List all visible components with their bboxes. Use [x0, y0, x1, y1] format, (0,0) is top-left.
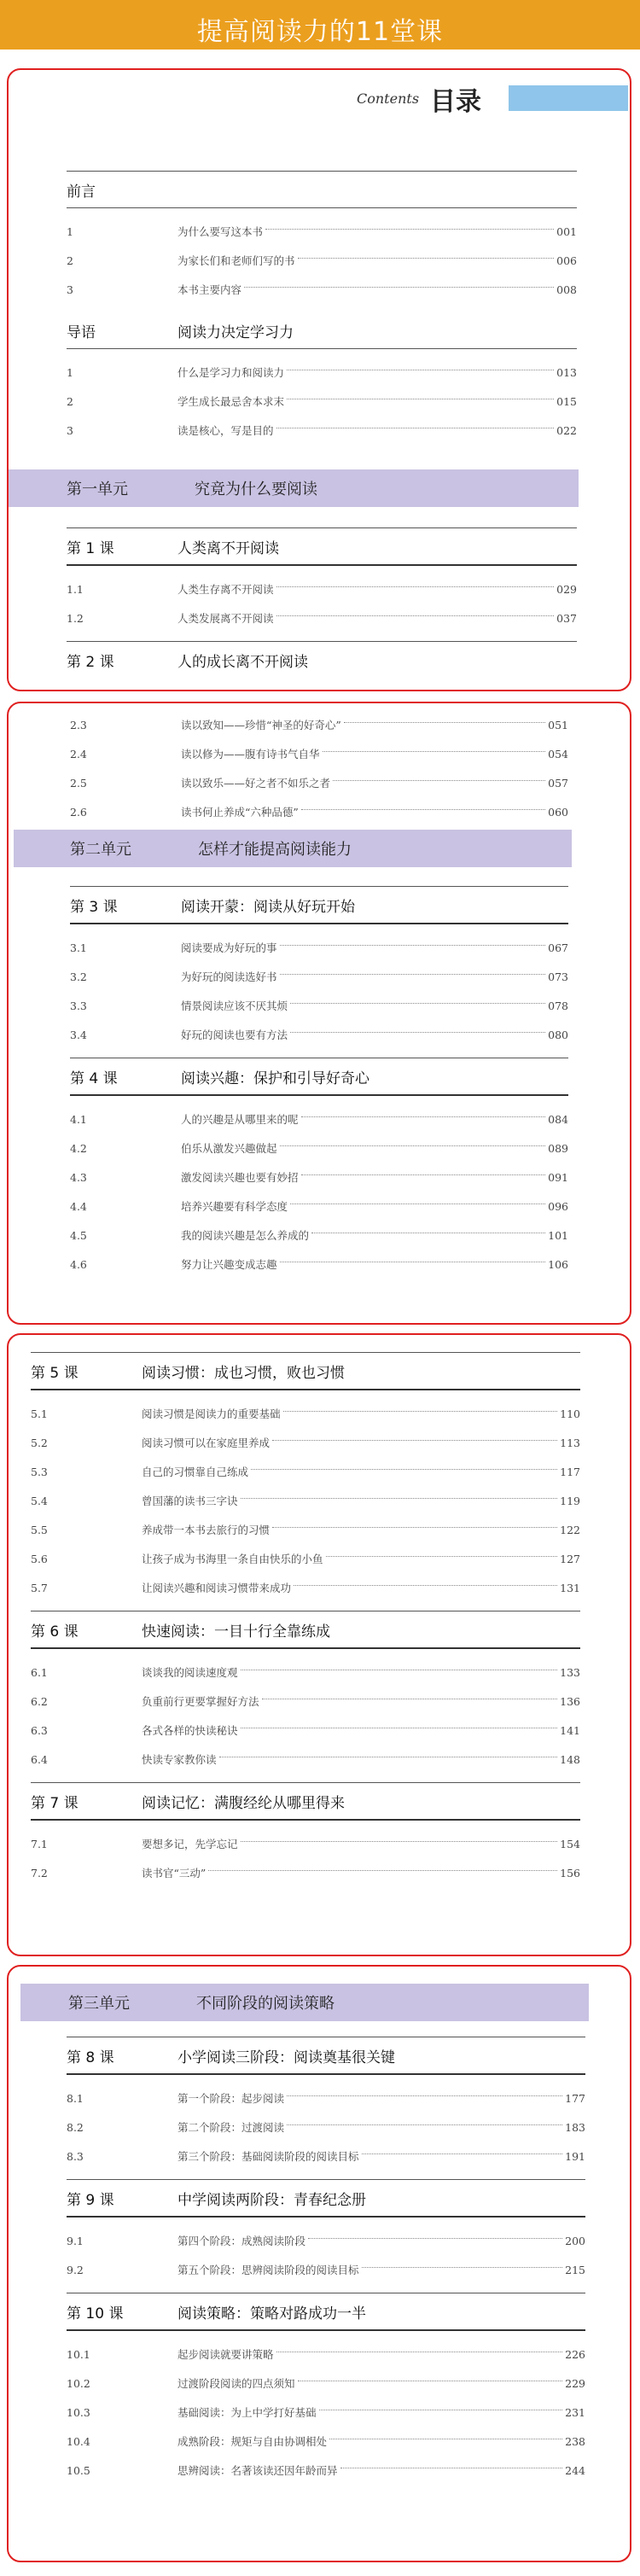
entry-number: 2.4	[70, 747, 87, 761]
toc-entry[interactable]	[31, 1658, 580, 1687]
toc-entry[interactable]	[70, 797, 568, 826]
toc-entry[interactable]	[67, 2456, 585, 2485]
toc-entry[interactable]	[67, 2340, 585, 2369]
entry-number: 1.2	[67, 611, 84, 625]
lesson-code: 第 1 课	[67, 539, 114, 557]
entry-page-number: 110	[560, 1407, 580, 1420]
dot-leader	[280, 1145, 546, 1146]
lesson-code: 第 10 课	[67, 2305, 124, 2322]
preface-entries	[67, 217, 577, 304]
entry-number: 4.3	[70, 1170, 87, 1184]
unit-code: 第二单元	[70, 841, 131, 859]
entry-page-number: 131	[560, 1581, 580, 1594]
toc-body-2a	[70, 710, 568, 826]
dot-leader	[283, 1411, 558, 1412]
lesson6-entries	[31, 1658, 580, 1774]
entry-page-number: 057	[548, 776, 568, 790]
lesson-title: 阅读记忆：满腹经纶从哪里得来	[142, 1794, 345, 1812]
entry-page-number: 008	[556, 283, 577, 296]
entry-page-number: 238	[565, 2434, 585, 2448]
lesson1-entries	[67, 574, 577, 632]
lesson-code: 第 4 课	[70, 1069, 118, 1087]
entry-title: 曾国藩的读书三字诀	[142, 1495, 238, 1507]
dot-leader	[241, 1498, 558, 1499]
dot-leader	[272, 1440, 557, 1441]
entry-number: 8.3	[67, 2149, 84, 2163]
toc-entry[interactable]	[31, 1716, 580, 1745]
entry-number: 1	[67, 224, 73, 238]
dot-leader	[265, 229, 554, 230]
toc-entry[interactable]	[31, 1399, 580, 1428]
entry-page-number: 136	[560, 1694, 580, 1708]
dot-leader	[362, 2153, 563, 2154]
entry-number: 3.4	[70, 1028, 87, 1041]
entry-title: 情景阅读应该不厌其烦	[181, 1000, 288, 1012]
section-code: 导语	[67, 323, 96, 341]
dot-leader	[333, 780, 545, 781]
dot-leader	[272, 1527, 557, 1528]
entry-number: 5.6	[31, 1552, 48, 1565]
lesson-heading[interactable]	[67, 642, 577, 678]
entry-title: 为什么要写这本书	[177, 225, 264, 238]
toc-entry[interactable]	[67, 2113, 585, 2142]
toc-entry[interactable]	[70, 991, 568, 1020]
unit-band[interactable]	[14, 830, 572, 867]
toc-entry[interactable]	[70, 962, 568, 991]
entry-title: 努力让兴趣变成志趣	[181, 1258, 277, 1271]
entry-page-number: 177	[565, 2091, 585, 2105]
entry-title: 读以修为——腹有诗书气自华	[181, 748, 320, 761]
lesson-heading[interactable]	[70, 887, 568, 923]
dot-leader	[326, 1556, 558, 1557]
entry-number: 5.1	[31, 1407, 48, 1420]
toc-entry[interactable]	[70, 933, 568, 962]
entry-number: 10.4	[67, 2434, 90, 2448]
entry-title: 为好玩的阅读选好书	[181, 970, 277, 983]
unit-code: 第三单元	[68, 1995, 130, 2013]
entry-page-number: 122	[560, 1523, 580, 1536]
entry-title: 人类生存离不开阅读	[177, 583, 274, 596]
toc-entry[interactable]	[31, 1457, 580, 1486]
entry-title: 什么是学习力和阅读力	[177, 366, 285, 379]
dot-leader	[290, 1032, 545, 1033]
entry-number: 6.1	[31, 1665, 48, 1679]
entry-page-number: 148	[560, 1752, 580, 1766]
toc-entry[interactable]	[31, 1515, 580, 1544]
toc-entry[interactable]	[67, 2142, 585, 2171]
lesson-title: 快速阅读：一目十行全靠练成	[142, 1623, 330, 1641]
toc-entry[interactable]	[67, 275, 577, 304]
entry-page-number: 226	[565, 2347, 585, 2361]
dot-leader	[251, 1469, 557, 1470]
toc-entry[interactable]	[31, 1428, 580, 1457]
dot-leader	[276, 586, 555, 587]
dot-leader	[290, 1203, 545, 1204]
toc-page-1	[7, 68, 631, 691]
entry-number: 3	[67, 423, 73, 437]
toc-entry[interactable]	[70, 768, 568, 797]
intro-entries	[67, 358, 577, 445]
toc-entry[interactable]	[67, 603, 577, 632]
entry-title: 自己的习惯靠自己练成	[142, 1466, 249, 1478]
entry-title: 让孩子成为书海里一条自由快乐的小鱼	[142, 1553, 323, 1565]
lesson-heading[interactable]	[67, 2037, 585, 2073]
toc-entry[interactable]	[67, 2255, 585, 2284]
toc-entry[interactable]	[67, 416, 577, 445]
toc-entry[interactable]	[31, 1486, 580, 1515]
dot-leader	[301, 1116, 546, 1117]
toc-entry[interactable]	[70, 1163, 568, 1192]
section-intro[interactable]	[67, 312, 577, 348]
dot-leader	[308, 2238, 562, 2239]
dot-leader	[344, 722, 545, 723]
entry-number: 6.2	[31, 1694, 48, 1708]
toc-entry[interactable]	[67, 2084, 585, 2113]
lesson9-entries	[67, 2226, 585, 2284]
mulu-label: 目录	[430, 87, 481, 117]
lesson-code: 第 5 课	[31, 1364, 79, 1382]
entry-number: 3.1	[70, 941, 87, 954]
entry-number: 10.1	[67, 2347, 90, 2361]
entry-number: 2.6	[70, 805, 87, 819]
entry-number: 5.3	[31, 1465, 48, 1478]
contents-label: Contents	[357, 90, 420, 107]
entry-page-number: 106	[548, 1257, 568, 1271]
entry-page-number: 101	[548, 1228, 568, 1242]
entry-title: 读是核心，写是目的	[177, 424, 274, 437]
toc-body-3	[31, 1352, 580, 1887]
entry-title: 伯乐从激发兴趣做起	[181, 1142, 277, 1155]
lesson10-entries	[67, 2340, 585, 2485]
entry-number: 10.2	[67, 2376, 90, 2390]
entry-title: 成熟阶段：规矩与自由协调相处	[177, 2435, 328, 2448]
lesson-title: 中学阅读两阶段：青春纪念册	[177, 2191, 366, 2209]
entry-number: 3.3	[70, 999, 87, 1012]
entry-title: 起步阅读就要讲策略	[177, 2348, 274, 2361]
dot-leader	[287, 2095, 562, 2096]
dot-leader	[301, 809, 545, 810]
entry-number: 3	[67, 283, 73, 296]
entry-number: 9.1	[67, 2234, 84, 2247]
toc-header	[7, 79, 630, 117]
section-preface[interactable]	[67, 172, 577, 207]
entry-title: 人的兴趣是从哪里来的呢	[181, 1113, 299, 1126]
toc-body-2b	[70, 886, 568, 1279]
dot-leader	[301, 1174, 546, 1175]
unit1-band-wrap	[9, 469, 630, 507]
top-banner	[0, 0, 640, 50]
entry-page-number: 133	[560, 1665, 580, 1679]
entry-page-number: 200	[565, 2234, 585, 2247]
entry-title: 过渡阶段阅读的四点须知	[177, 2377, 295, 2390]
entry-page-number: 215	[565, 2263, 585, 2276]
entry-page-number: 141	[560, 1723, 580, 1737]
lesson-heading[interactable]	[67, 2293, 585, 2329]
entry-title: 思辨阅读：名著该读还因年龄而异	[177, 2464, 338, 2477]
entry-title: 为家长们和老师们写的书	[177, 254, 295, 267]
entry-number: 4.6	[70, 1257, 87, 1271]
lesson-heading[interactable]	[31, 1611, 580, 1647]
entry-page-number: 051	[548, 718, 568, 731]
lesson-heading[interactable]	[31, 1783, 580, 1819]
entry-page-number: 084	[548, 1112, 568, 1126]
entry-number: 2.5	[70, 776, 87, 790]
dot-leader	[280, 945, 546, 946]
toc-entry[interactable]	[67, 217, 577, 246]
toc-entry[interactable]	[31, 1687, 580, 1716]
entry-title: 负重前行更要掌握好方法	[142, 1695, 259, 1708]
entry-page-number: 080	[548, 1028, 568, 1041]
entry-page-number: 091	[548, 1170, 568, 1184]
toc-entry[interactable]	[67, 358, 577, 387]
entry-title: 激发阅读兴趣也要有妙招	[181, 1171, 299, 1184]
entry-title: 阅读习惯可以在家庭里养成	[142, 1437, 271, 1449]
entry-title: 读以致乐——好之者不如乐之者	[181, 777, 331, 790]
entry-page-number: 073	[548, 970, 568, 983]
entry-title: 第四个阶段：成熟阅读阶段	[177, 2235, 306, 2247]
lesson-title: 阅读开蒙：阅读从好玩开始	[181, 898, 355, 916]
lesson-title: 人类离不开阅读	[177, 539, 279, 557]
entry-title: 要想多记，先学忘记	[142, 1838, 238, 1850]
toc-entry[interactable]	[67, 2369, 585, 2398]
unit-band[interactable]	[9, 469, 579, 507]
dot-leader	[362, 2267, 563, 2268]
toc-entry[interactable]	[31, 1829, 580, 1858]
entry-number: 8.2	[67, 2120, 84, 2134]
entry-page-number: 119	[560, 1494, 580, 1507]
entry-number: 5.4	[31, 1494, 48, 1507]
entry-number: 5.2	[31, 1436, 48, 1449]
entry-title: 第一个阶段：起步阅读	[177, 2092, 285, 2105]
entry-page-number: 154	[560, 1837, 580, 1850]
entry-number: 4.5	[70, 1228, 87, 1242]
lesson-heading[interactable]	[67, 2180, 585, 2216]
lesson-code: 第 9 课	[67, 2191, 114, 2209]
lesson3-entries	[70, 933, 568, 1049]
toc-entry[interactable]	[70, 1020, 568, 1049]
entry-number: 10.5	[67, 2463, 90, 2477]
toc-entry[interactable]	[31, 1573, 580, 1602]
unit-band[interactable]	[20, 1984, 589, 2021]
entry-page-number: 113	[560, 1436, 580, 1449]
toc-entry[interactable]	[67, 387, 577, 416]
entry-title: 让阅读兴趣和阅读习惯带来成功	[142, 1582, 292, 1594]
entry-page-number: 054	[548, 747, 568, 761]
toc-entry[interactable]	[67, 574, 577, 603]
entry-title: 学生成长最忌舍本求末	[177, 395, 285, 408]
entry-page-number: 013	[556, 365, 577, 379]
toc-body-4	[67, 2037, 585, 2485]
toc-body-1b	[67, 527, 577, 678]
entry-page-number: 037	[556, 611, 577, 625]
toc-entry[interactable]	[67, 2226, 585, 2255]
toc-entry[interactable]	[70, 1134, 568, 1163]
toc-entry[interactable]	[31, 1544, 580, 1573]
toc-entry[interactable]	[70, 1104, 568, 1134]
unit-title: 怎样才能提高阅读能力	[198, 841, 352, 859]
header-accent-bar	[509, 85, 628, 111]
entry-number: 2.3	[70, 718, 87, 731]
unit-title: 究竟为什么要阅读	[195, 481, 317, 498]
entry-title: 第二个阶段：过渡阅读	[177, 2121, 285, 2134]
lesson-title: 小学阅读三阶段：阅读奠基很关键	[177, 2049, 395, 2066]
lesson-title: 人的成长离不开阅读	[177, 653, 308, 671]
lesson-heading[interactable]	[67, 528, 577, 564]
entry-number: 1	[67, 365, 73, 379]
entry-page-number: 029	[556, 582, 577, 596]
toc-entry[interactable]	[70, 739, 568, 768]
entry-number: 5.7	[31, 1581, 48, 1594]
lesson7-entries	[31, 1829, 580, 1887]
entry-page-number: 001	[556, 224, 577, 238]
lesson-heading[interactable]	[31, 1353, 580, 1389]
toc-body-1	[67, 171, 577, 445]
section-title: 阅读力决定学习力	[177, 323, 294, 341]
entry-number: 2	[67, 254, 73, 267]
dot-leader	[323, 751, 546, 752]
unit-code: 第一单元	[67, 481, 128, 498]
entry-title: 读以致知——珍惜“神圣的好奇心”	[181, 719, 341, 731]
entry-number: 5.5	[31, 1523, 48, 1536]
lesson-title: 阅读兴趣：保护和引导好奇心	[181, 1069, 369, 1087]
entry-title: 阅读习惯是阅读力的重要基础	[142, 1407, 281, 1420]
unit2-band-wrap	[9, 830, 630, 867]
entry-number: 9.2	[67, 2263, 84, 2276]
toc-page-4	[7, 1965, 631, 2562]
entry-number: 4.2	[70, 1141, 87, 1155]
toc-entry[interactable]	[67, 2427, 585, 2456]
toc-page-3	[7, 1333, 631, 1956]
lesson-title: 阅读策略：策略对路成功一半	[177, 2305, 366, 2322]
toc-entry[interactable]	[67, 2398, 585, 2427]
lesson-code: 第 7 课	[31, 1794, 79, 1812]
toc-entry[interactable]	[70, 710, 568, 739]
entry-number: 10.3	[67, 2405, 90, 2419]
entry-page-number: 006	[556, 254, 577, 267]
dot-leader	[298, 258, 555, 259]
lesson4-entries	[70, 1104, 568, 1279]
entry-page-number: 078	[548, 999, 568, 1012]
dot-leader	[280, 974, 546, 975]
entry-number: 6.4	[31, 1752, 48, 1766]
entry-number: 6.3	[31, 1723, 48, 1737]
entry-title: 谈谈我的阅读速度观	[142, 1666, 238, 1679]
lesson-code: 第 6 课	[31, 1623, 79, 1641]
lesson-title: 阅读习惯：成也习惯，败也习惯	[142, 1364, 345, 1382]
entry-number: 4.1	[70, 1112, 87, 1126]
toc-page-2	[7, 702, 631, 1325]
entry-number: 1.1	[67, 582, 84, 596]
lesson2-entries	[70, 710, 568, 826]
toc-entry[interactable]	[31, 1745, 580, 1774]
entry-title: 第五个阶段：思辨阅读阶段的阅读目标	[177, 2264, 359, 2276]
entry-title: 我的阅读兴趣是怎么养成的	[181, 1229, 310, 1242]
entry-title: 读书何止养成“六种品德”	[181, 806, 299, 819]
entry-title: 人类发展离不开阅读	[177, 612, 274, 625]
entry-title: 好玩的阅读也要有方法	[181, 1029, 288, 1041]
entry-page-number: 117	[560, 1465, 580, 1478]
entry-page-number: 229	[565, 2376, 585, 2390]
entry-number: 3.2	[70, 970, 87, 983]
lesson8-entries	[67, 2084, 585, 2171]
entry-title: 快读专家教你读	[142, 1753, 217, 1766]
banner-subtitle: 提高阅读力的11堂课	[196, 17, 444, 47]
entry-page-number: 067	[548, 941, 568, 954]
entry-title: 第三个阶段：基础阅读阶段的阅读目标	[177, 2150, 359, 2163]
entry-page-number: 244	[565, 2463, 585, 2477]
entry-page-number: 089	[548, 1141, 568, 1155]
entry-title: 培养兴趣要有科学态度	[181, 1200, 288, 1213]
toc-entry[interactable]	[31, 1858, 580, 1887]
section-title: 前言	[67, 183, 96, 201]
lesson-heading[interactable]	[70, 1058, 568, 1094]
entry-number: 7.1	[31, 1837, 48, 1850]
entry-page-number: 060	[548, 805, 568, 819]
entry-title: 读书官“三动”	[142, 1867, 207, 1880]
entry-title: 养成带一本书去旅行的习惯	[142, 1524, 271, 1536]
toc-entry[interactable]	[70, 1250, 568, 1279]
entry-page-number: 022	[556, 423, 577, 437]
toc-entry[interactable]	[70, 1192, 568, 1221]
entry-title: 阅读要成为好玩的事	[181, 941, 277, 954]
dot-leader	[287, 2124, 562, 2125]
entry-page-number: 231	[565, 2405, 585, 2419]
entry-number: 4.4	[70, 1199, 87, 1213]
unit-title: 不同阶段的阅读策略	[196, 1995, 335, 2013]
lesson-code: 第 8 课	[67, 2049, 114, 2066]
dot-leader	[276, 615, 555, 616]
dot-leader	[208, 1870, 557, 1871]
toc-entry[interactable]	[67, 246, 577, 275]
lesson-code: 第 2 课	[67, 653, 114, 671]
entry-number: 2	[67, 394, 73, 408]
entry-page-number: 183	[565, 2120, 585, 2134]
dot-leader	[294, 1585, 557, 1586]
toc-entry[interactable]	[70, 1221, 568, 1250]
entry-title: 本书主要内容	[177, 283, 242, 296]
entry-title: 各式各样的快读秘诀	[142, 1724, 238, 1737]
entry-number: 8.1	[67, 2091, 84, 2105]
entry-number: 7.2	[31, 1866, 48, 1880]
entry-page-number: 156	[560, 1866, 580, 1880]
entry-page-number: 127	[560, 1552, 580, 1565]
dot-leader	[290, 1003, 545, 1004]
unit3-band-wrap	[9, 1984, 630, 2021]
entry-page-number: 096	[548, 1199, 568, 1213]
dot-leader	[244, 287, 554, 288]
lesson5-entries	[31, 1399, 580, 1602]
entry-title: 基础阅读：为上中学打好基础	[177, 2406, 317, 2419]
lesson-code: 第 3 课	[70, 898, 118, 916]
entry-page-number: 015	[556, 394, 577, 408]
dot-leader	[241, 1841, 558, 1842]
entry-page-number: 191	[565, 2149, 585, 2163]
